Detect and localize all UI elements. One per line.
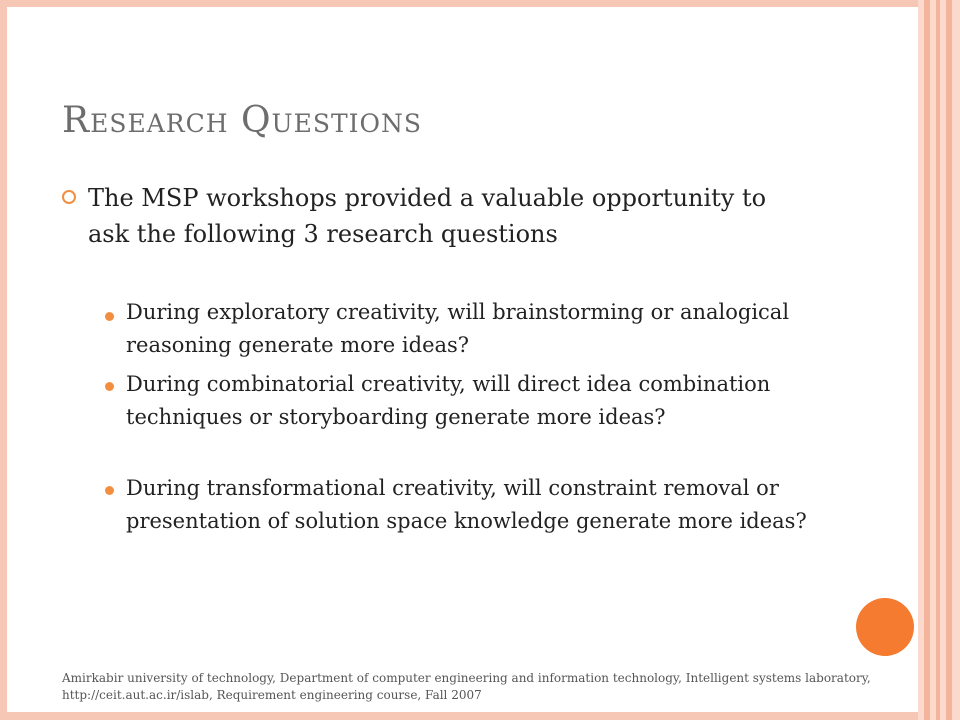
band-stripe [924, 0, 930, 720]
ring-bullet-icon [62, 190, 76, 204]
frame-bottom-border [0, 712, 918, 720]
band-stripe [936, 0, 940, 720]
band-stripe [946, 0, 952, 720]
dot-bullet-icon [105, 312, 114, 321]
slide-title: Research Questions [62, 100, 422, 141]
dot-bullet-icon [105, 486, 114, 495]
sub-bullet-item: During exploratory creativity, will brainstorming or analogical reasoning generate more ideas? [126, 300, 790, 357]
frame-left-border [0, 0, 7, 720]
dot-bullet-icon [105, 382, 114, 391]
main-bullet-text: The MSP workshops provided a valuable opportunity to ask the following 3 research questions [88, 184, 767, 248]
decorative-circle [856, 598, 914, 656]
frame-top-border [0, 0, 918, 7]
sub-bullet-item: During transformational creativity, will constraint removal or presentation of solution space knowledge generate more ideas? [126, 476, 807, 533]
sub-bullet-item: During combinatorial creativity, will direct idea combination techniques or storyboarding generate more ideas? [126, 372, 771, 429]
right-decorative-band [918, 0, 960, 720]
footer-citation: Amirkabir university of technology, Department of computer engineering and information technology, Intelligent systems laboratory, http://ceit.aut.ac.ir/islab, Requirement engineering course, Fall 2007 [62, 671, 871, 702]
